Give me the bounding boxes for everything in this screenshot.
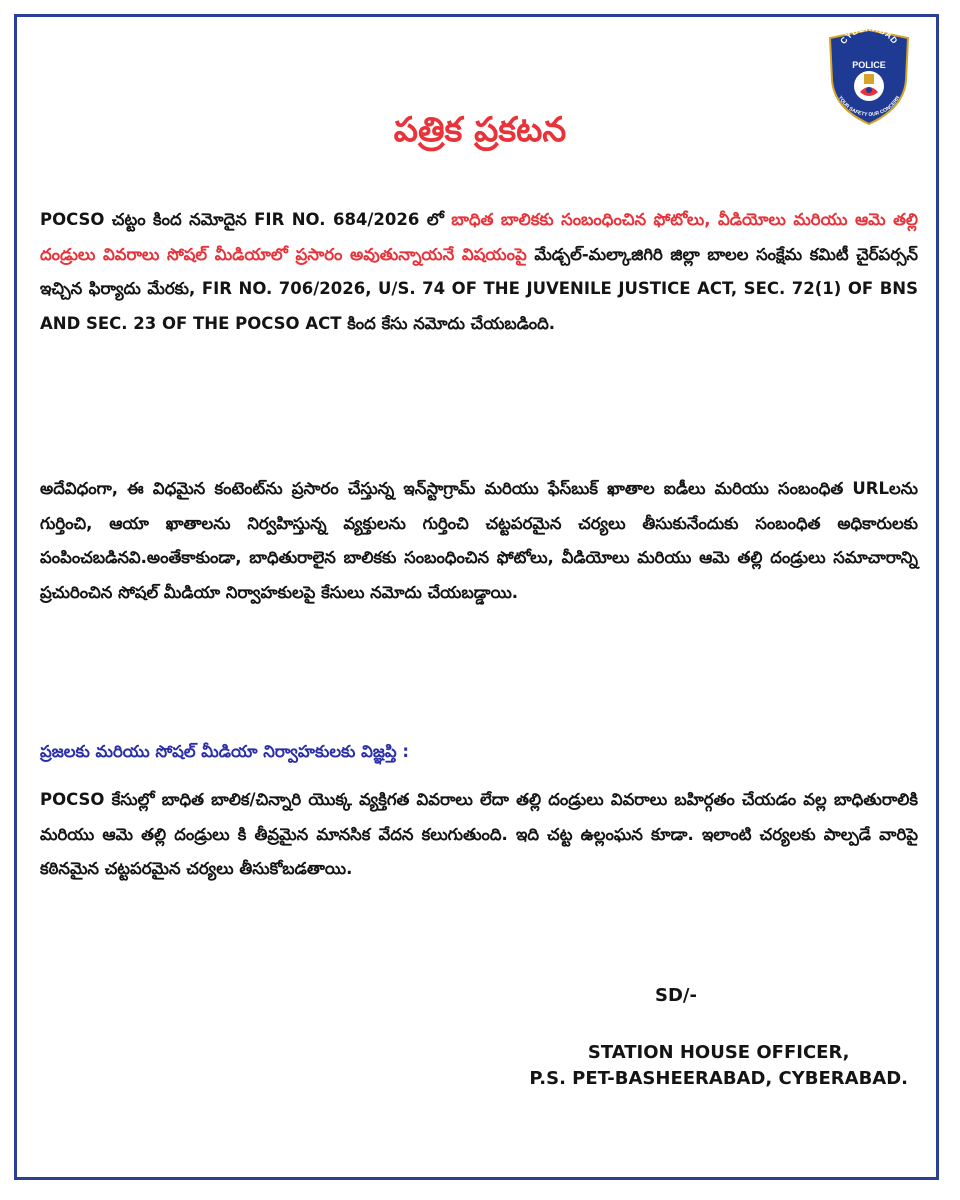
signature-designation: STATION HOUSE OFFICER,	[587, 1042, 850, 1063]
paragraph-action-taken: అదేవిధంగా, ఈ విధమైన కంటెంట్‌ను ప్రసారం చేస్తున్న ఇన్‌స్టాగ్రామ్ మరియు ఫేస్‌బుక్ ఖాతాల ఐడీలు మరియు సంబంధిత URLలను గుర్తించి, ఆయా ఖాతాలను నిర్వహిస్తున్న వ్యక్తులను గుర్తించి చట్టపరమైన చర్యలు తీసుకునేందుకు సంబంధిత అధికారులకు పంపించబడినవి.అంతేకాకుండా, బాధితురాలైన బాలికకు సంబంధించిన ఫోటోలు, వీడియోలు మరియు ఆమె తల్లి దండ్రులు సమాచారాన్ని ప్రచురించిన సోషల్ మీడియా నిర్వాహకులపై కేసులు నమోదు చేయబడ్డాయి.	[40, 479, 918, 602]
paragraph-case-registration	[40, 203, 918, 341]
svg-text:YOUR SAFETY OUR CONCERN: YOUR SAFETY OUR CONCERN	[836, 95, 902, 118]
public-notice-heading: ప్రజలకు మరియు సోషల్ మీడియా నిర్వాహకులకు విజ్ఞప్తి :	[40, 742, 409, 761]
paragraph1-details: మేడ్చల్-మల్కాజిగిరి జిల్లా బాలల సంక్షేమ కమిటీ చైర్‌పర్సన్ ఇచ్చిన ఫిర్యాదు మేరకు, FIR NO. 706/2026, U/S. 74 OF THE JUVENILE JUSTICE ACT, SEC. 72(1) OF BNS AND SEC. 23 OF THE POCSO ACT కింద కేసు నమోదు చేయబడింది.	[40, 244, 918, 333]
svg-text:POLICE: POLICE	[852, 60, 886, 70]
page-title: పత్రిక ప్రకటన	[393, 110, 567, 150]
signature-block	[529, 1040, 908, 1092]
paragraph-public-notice: POCSO కేసుల్లో బాధిత బాలిక/చిన్నారి యొక్క వ్యక్తిగత వివరాలు లేదా తల్లి దండ్రులు వివరాలు బహిర్గతం చేయడం వల్ల బాధితురాలికి మరియు ఆమె తల్లి దండ్రులు కి తీవ్రమైన మానసిక వేదన కలుగుతుంది. ఇది చట్ట ఉల్లంఘన కూడా. ఇలాంటి చర్యలకు పాల్పడే వారిపై కఠినమైన చట్టపరమైన చర్యలు తీసుకోబడతాయి.	[40, 790, 918, 878]
signature-station: P.S. PET-BASHEERABAD, CYBERABAD.	[529, 1068, 908, 1089]
signature-sd: SD/-	[655, 985, 697, 1006]
paragraph1-intro: POCSO చట్టం కింద నమోదైన FIR NO. 684/2026 లో	[40, 210, 452, 229]
paragraph1-highlight: బాధిత బాలికకు సంబంధించిన ఫోటోలు, వీడియోలు మరియు ఆమె తల్లి దండ్రులు వివరాలు సోషల్ మీడియాలో ప్రసారం అవుతున్నాయనే విషయంపై	[40, 210, 919, 264]
svg-text:CYBERABAD: CYBERABAD	[837, 28, 901, 46]
